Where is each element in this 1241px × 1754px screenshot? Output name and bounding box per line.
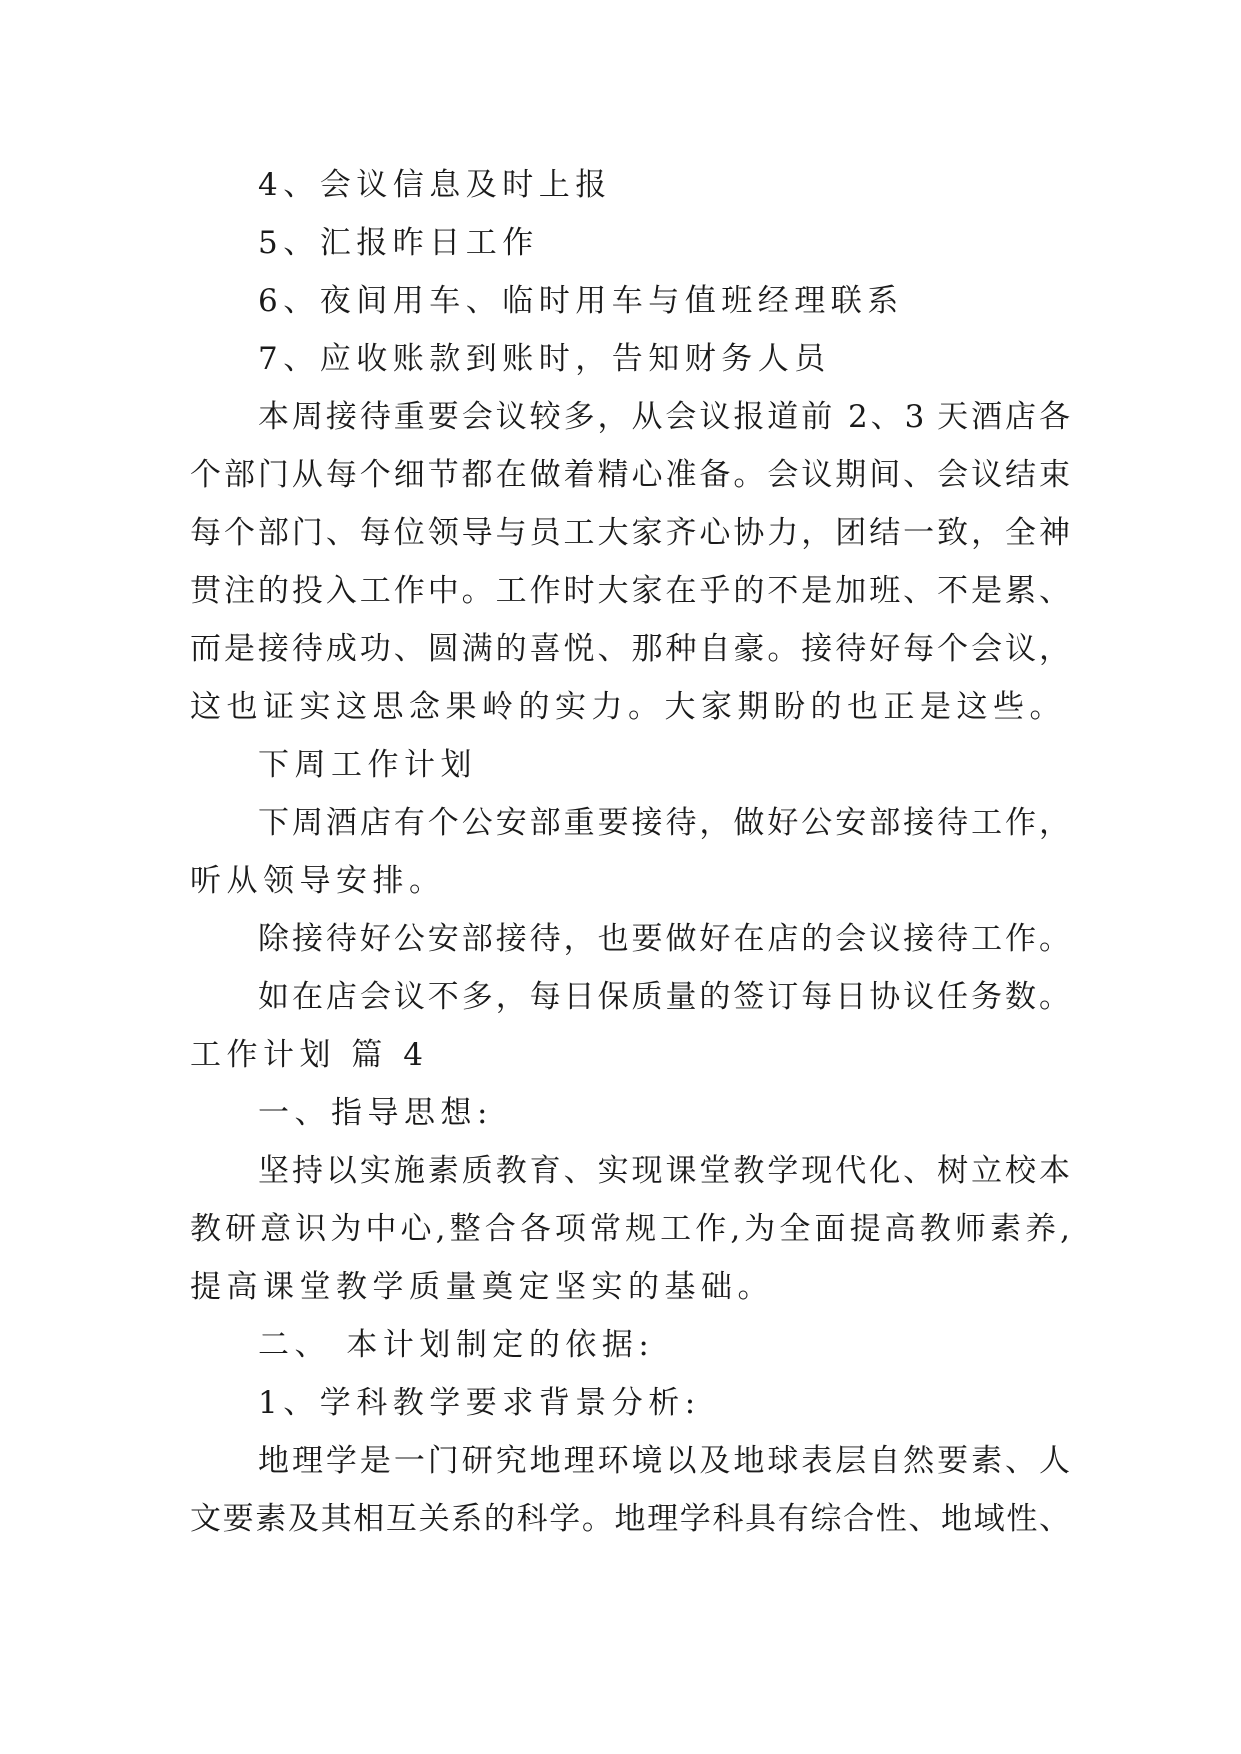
paragraph-line: 如在店会议不多，每日保质量的签订每日协议任务数。 — [258, 979, 1070, 1015]
paragraph-line: 贯注的投入工作中。工作时大家在乎的不是加班、不是累、 — [190, 573, 1070, 609]
list-item-4: 4、会议信息及时上报 — [258, 167, 612, 203]
paragraph-line: 而是接待成功、圆满的喜悦、那种自豪。接待好每个会议， — [190, 631, 1070, 667]
paragraph-line: 本周接待重要会议较多，从会议报道前 2、3 天酒店各 — [258, 399, 1070, 435]
paragraph-line: 这也证实这思念果岭的实力。大家期盼的也正是这些。 — [190, 689, 1066, 725]
paragraph-line: 个部门从每个细节都在做着精心准备。会议期间、会议结束 — [190, 457, 1070, 493]
paragraph-line: 教研意识为中心,整合各项常规工作,为全面提高教师素养, — [190, 1211, 1070, 1247]
list-item-7: 7、应收账款到账时，告知财务人员 — [258, 341, 831, 377]
paragraph-line: 每个部门、每位领导与员工大家齐心协力，团结一致，全神 — [190, 515, 1070, 551]
section-heading: 一、指导思想: — [258, 1095, 493, 1131]
paragraph-line: 提高课堂教学质量奠定坚实的基础。 — [190, 1269, 774, 1305]
article-title: 工作计划 篇 4 — [190, 1037, 429, 1073]
section-heading: 下周工作计划 — [258, 747, 477, 783]
subsection-heading: 1、学科教学要求背景分析: — [258, 1385, 701, 1421]
paragraph-line: 下周酒店有个公安部重要接待，做好公安部接待工作， — [258, 805, 1070, 841]
paragraph-line: 地理学是一门研究地理环境以及地球表层自然要素、人 — [258, 1443, 1070, 1479]
paragraph-line: 除接待好公安部接待，也要做好在店的会议接待工作。 — [258, 921, 1070, 957]
list-item-6: 6、夜间用车、临时用车与值班经理联系 — [258, 283, 904, 319]
paragraph-line: 文要素及其相互关系的科学。地理学科具有综合性、地域性、 — [190, 1501, 1070, 1537]
paragraph-line: 坚持以实施素质教育、实现课堂教学现代化、树立校本 — [258, 1153, 1070, 1189]
list-item-5: 5、汇报昨日工作 — [258, 225, 539, 261]
paragraph-line: 听从领导安排。 — [190, 863, 446, 899]
section-heading: 二、 本计划制定的依据: — [258, 1327, 655, 1363]
